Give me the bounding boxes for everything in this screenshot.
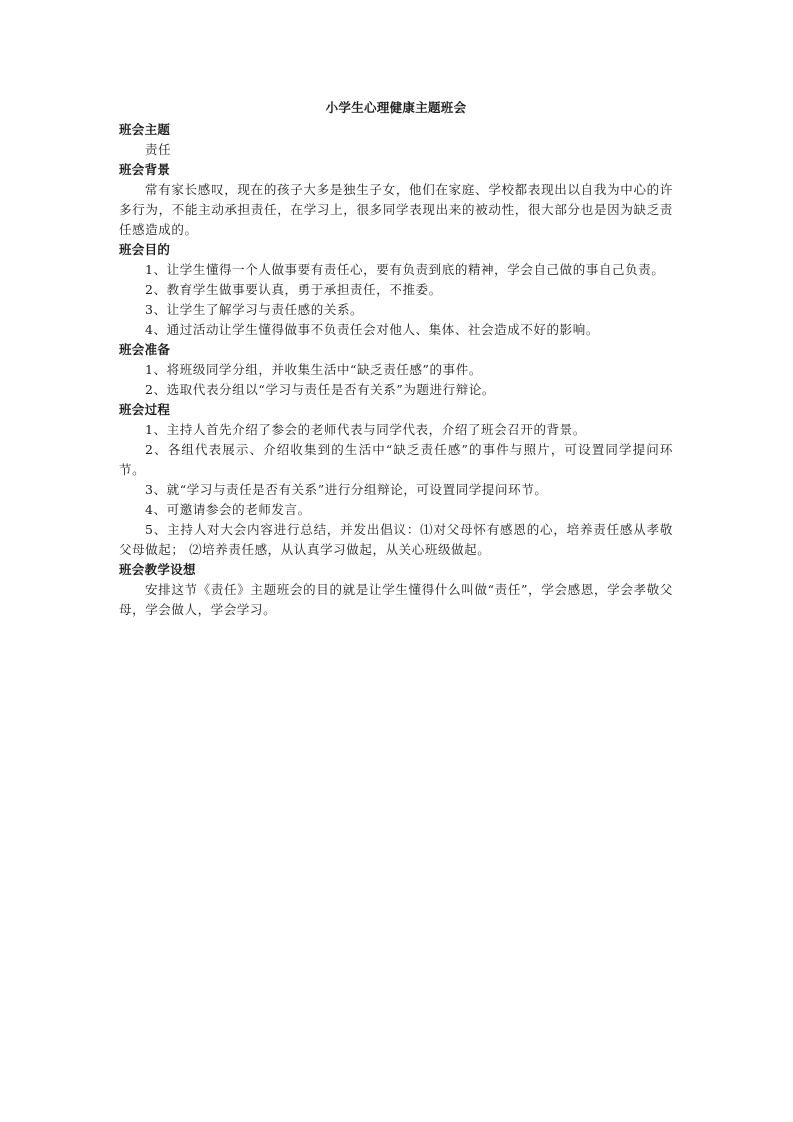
section-heading: 班会主题 (119, 122, 171, 137)
section-heading: 班会背景 (119, 162, 171, 177)
section-theme (119, 120, 673, 160)
list-item: 3、就“学习与责任是否有关系”进行分组辩论，可设置同学提问环节。 (145, 482, 548, 497)
list-item: 2、选取代表分组以“学习与责任是否有关系”为题进行辩论。 (145, 382, 496, 397)
list-item: 4、可邀请参会的老师发言。 (145, 502, 311, 517)
paragraph: 责任 (145, 142, 172, 157)
document-title: 小学生心理健康主题班会 (325, 100, 467, 115)
section-heading: 班会准备 (119, 342, 171, 357)
section-objectives (119, 240, 673, 340)
section-heading: 班会过程 (119, 402, 171, 417)
paragraph: 常有家长感叹，现在的孩子大多是独生子女，他们在家庭、学校都表现出以自我为中心的许多行为，不能主动承担责任，在学习上，很多同学表现出来的被动性，很大部分也是因为缺乏责任感造成的。 (119, 182, 673, 237)
list-item: 4、通过活动让学生懂得做事不负责任会对他人、集体、社会造成不好的影响。 (145, 322, 599, 337)
list-item: 1、将班级同学分组，并收集生活中“缺乏责任感”的事件。 (145, 362, 482, 377)
list-item: 2、各组代表展示、介绍收集到的生活中“缺乏责任感”的事件与照片，可设置同学提问环节。 (119, 442, 673, 477)
section-background (119, 160, 673, 240)
section-preparation (119, 340, 673, 400)
document-page (119, 99, 673, 620)
paragraph: 安排这节《责任》主题班会的目的就是让学生懂得什么叫做“责任”，学会感恩，学会孝敬父母，学会做人，学会学习。 (119, 582, 673, 617)
section-heading: 班会目的 (119, 242, 171, 257)
list-item: 3、让学生了解学习与责任感的关系。 (145, 302, 364, 317)
list-item: 1、让学生懂得一个人做事要有责任心，要有负责到底的精神，学会自己做的事自己负责。 (145, 262, 665, 277)
section-teaching-concept (119, 560, 673, 620)
list-item: 5、主持人对大会内容进行总结，并发出倡议：⑴对父母怀有感恩的心，培养责任感从孝敬父母做起； ⑵培养责任感，从认真学习做起，从关心班级做起。 (119, 522, 673, 557)
section-heading: 班会教学设想 (119, 562, 196, 577)
section-process (119, 400, 673, 560)
list-item: 1、主持人首先介绍了参会的老师代表与同学代表，介绍了班会召开的背景。 (145, 422, 586, 437)
list-item: 2、教育学生做事要认真，勇于承担责任，不推委。 (145, 282, 442, 297)
